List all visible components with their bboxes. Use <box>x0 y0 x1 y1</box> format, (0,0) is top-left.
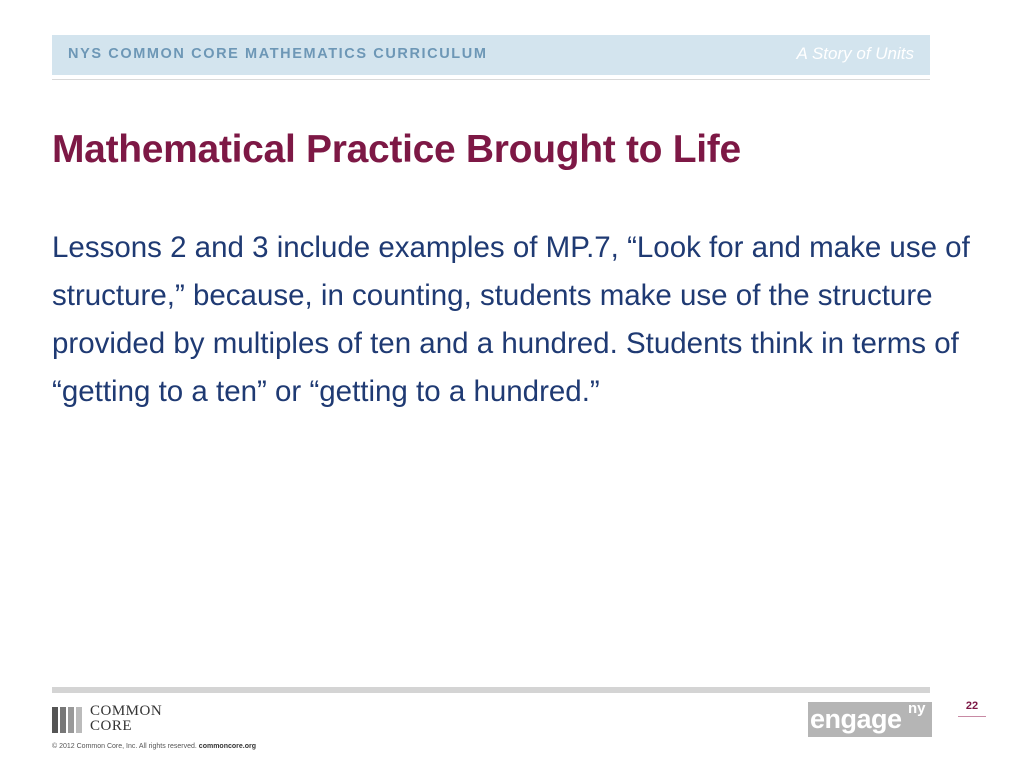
common-core-wordmark <box>90 704 162 734</box>
curriculum-title: NYS COMMON CORE MATHEMATICS CURRICULUM <box>68 46 488 62</box>
story-of-units-label: A Story of Units <box>796 44 914 63</box>
engageny-logo <box>808 702 932 737</box>
logo-line-1: COMMON <box>90 703 163 719</box>
slide-title: Mathematical Practice Brought to Life <box>52 128 741 171</box>
engage-ny-superscript: ny <box>908 700 926 717</box>
header-bar <box>52 35 930 75</box>
common-core-bars-icon <box>52 707 86 733</box>
copyright-notice <box>52 743 256 750</box>
logo-line-2: CORE <box>90 718 133 734</box>
page-number: 22 <box>958 700 986 717</box>
copyright-text: © 2012 Common Core, Inc. All rights reserved. <box>52 743 197 750</box>
footer-divider <box>52 687 930 693</box>
engage-wordmark: engage <box>810 704 902 734</box>
common-core-logo <box>52 704 192 738</box>
slide-body-text: Lessons 2 and 3 include examples of MP.7, “Look for and make use of structure,” because, in counting, students make use of the structure provided by multiples of ten and a hundred. Students think in terms of “getting to a ten” or “getting to a hundred.” <box>52 231 970 408</box>
website-link[interactable]: commoncore.org <box>198 743 256 750</box>
